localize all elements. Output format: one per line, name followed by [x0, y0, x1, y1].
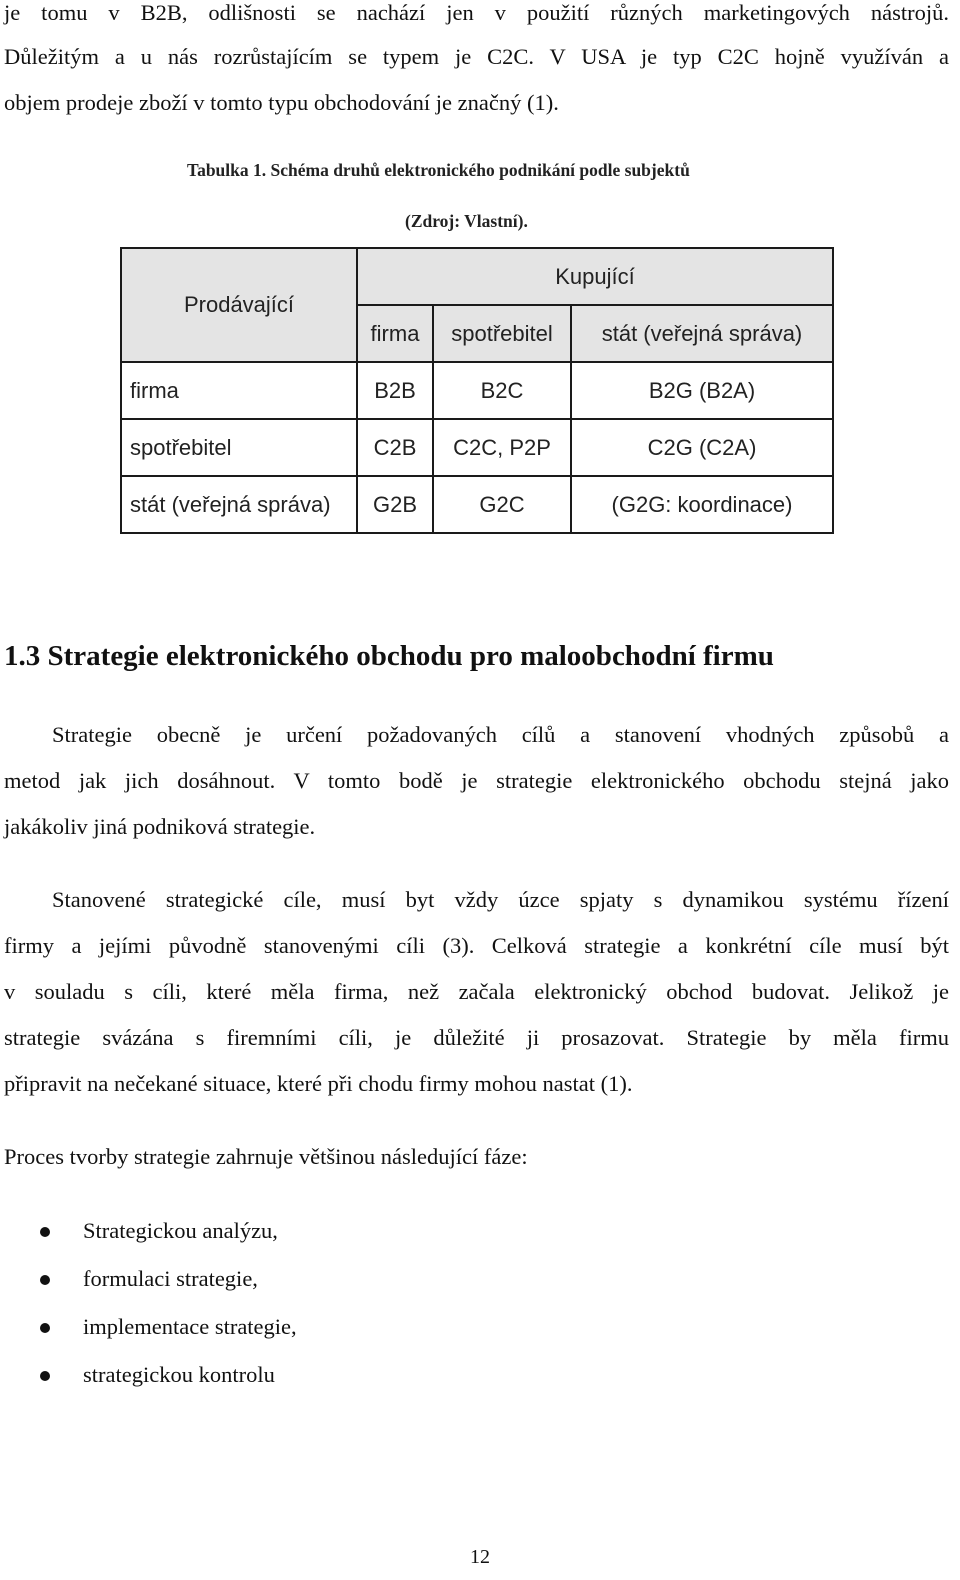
paragraph2-line-1: Stanovené strategické cíle, musí byt vždy úzce spjaty s dynamikou systému řízení: [52, 887, 949, 912]
col-header-spotrebitel: spotřebitel: [433, 305, 571, 362]
table-cell: G2B: [357, 476, 433, 533]
list-item: formulaci strategie,: [83, 1266, 258, 1291]
row-label-firma: firma: [121, 362, 357, 419]
table-row: [121, 419, 835, 476]
paragraph1-line-3: jakákoliv jiná podniková strategie.: [4, 814, 316, 839]
paragraph1-line-1: Strategie obecně je určení požadovaných cílů a stanovení vhodných způsobů a: [52, 722, 949, 747]
table-row: [121, 476, 835, 533]
paragraph2-line-2: firmy a jejími původně stanovenými cíli (3). Celková strategie a konkrétní cíle musí být: [4, 933, 949, 958]
list-intro: Proces tvorby strategie zahrnuje většinou následující fáze:: [4, 1144, 528, 1169]
bullet-icon: [40, 1227, 50, 1237]
paragraph2-line-5: připravit na nečekané situace, které při chodu firmy mohou nastat (1).: [4, 1071, 633, 1096]
col-header-firma: firma: [357, 305, 433, 362]
table-cell: C2G (C2A): [571, 419, 833, 476]
col-header-stat: stát (veřejná správa): [571, 305, 833, 362]
list-item: strategickou kontrolu: [83, 1362, 275, 1387]
list-item: Strategickou analýzu,: [83, 1218, 278, 1243]
intro-line-3: objem prodeje zboží v tomto typu obchodování je značný (1).: [4, 90, 559, 115]
page-number: 12: [470, 1546, 490, 1568]
table-row: [121, 362, 835, 419]
business-types-table: [120, 247, 836, 534]
paragraph1-line-2: metod jak jich dosáhnout. V tomto bodě je strategie elektronického obchodu stejná jako: [4, 768, 949, 793]
bullet-icon: [40, 1275, 50, 1285]
row-label-stat: stát (veřejná správa): [121, 476, 357, 533]
intro-line-1: je tomu v B2B, odlišnosti se nachází jen v použití různých marketingových nástrojů.: [4, 0, 949, 25]
table-cell: (G2G: koordinace): [571, 476, 833, 533]
section-heading: 1.3 Strategie elektronického obchodu pro maloobchodní firmu: [4, 640, 774, 672]
row-label-spotrebitel: spotřebitel: [121, 419, 357, 476]
table-cell: B2C: [433, 362, 571, 419]
paragraph2-line-3: v souladu s cíli, které měla firma, než začala elektronický obchod budovat. Jelikož je: [4, 979, 949, 1004]
bullet-icon: [40, 1323, 50, 1333]
table-header-row: [121, 248, 835, 305]
seller-header: Prodávající: [121, 248, 357, 362]
intro-line-2: Důležitým a u nás rozrůstajícím se typem je C2C. V USA je typ C2C hojně využíván a: [4, 44, 949, 69]
paragraph2-line-4: strategie svázána s firemními cíli, je důležité ji prosazovat. Strategie by měla firmu: [4, 1025, 949, 1050]
bullet-icon: [40, 1371, 50, 1381]
table-cell: C2B: [357, 419, 433, 476]
table-source: (Zdroj: Vlastní).: [405, 211, 528, 231]
table-cell: B2B: [357, 362, 433, 419]
buyer-header: Kupující: [357, 248, 833, 305]
table-cell: C2C, P2P: [433, 419, 571, 476]
table-cell: B2G (B2A): [571, 362, 833, 419]
list-item: implementace strategie,: [83, 1314, 297, 1339]
table-caption: Tabulka 1. Schéma druhů elektronického podnikání podle subjektů: [187, 160, 690, 180]
table-cell: G2C: [433, 476, 571, 533]
